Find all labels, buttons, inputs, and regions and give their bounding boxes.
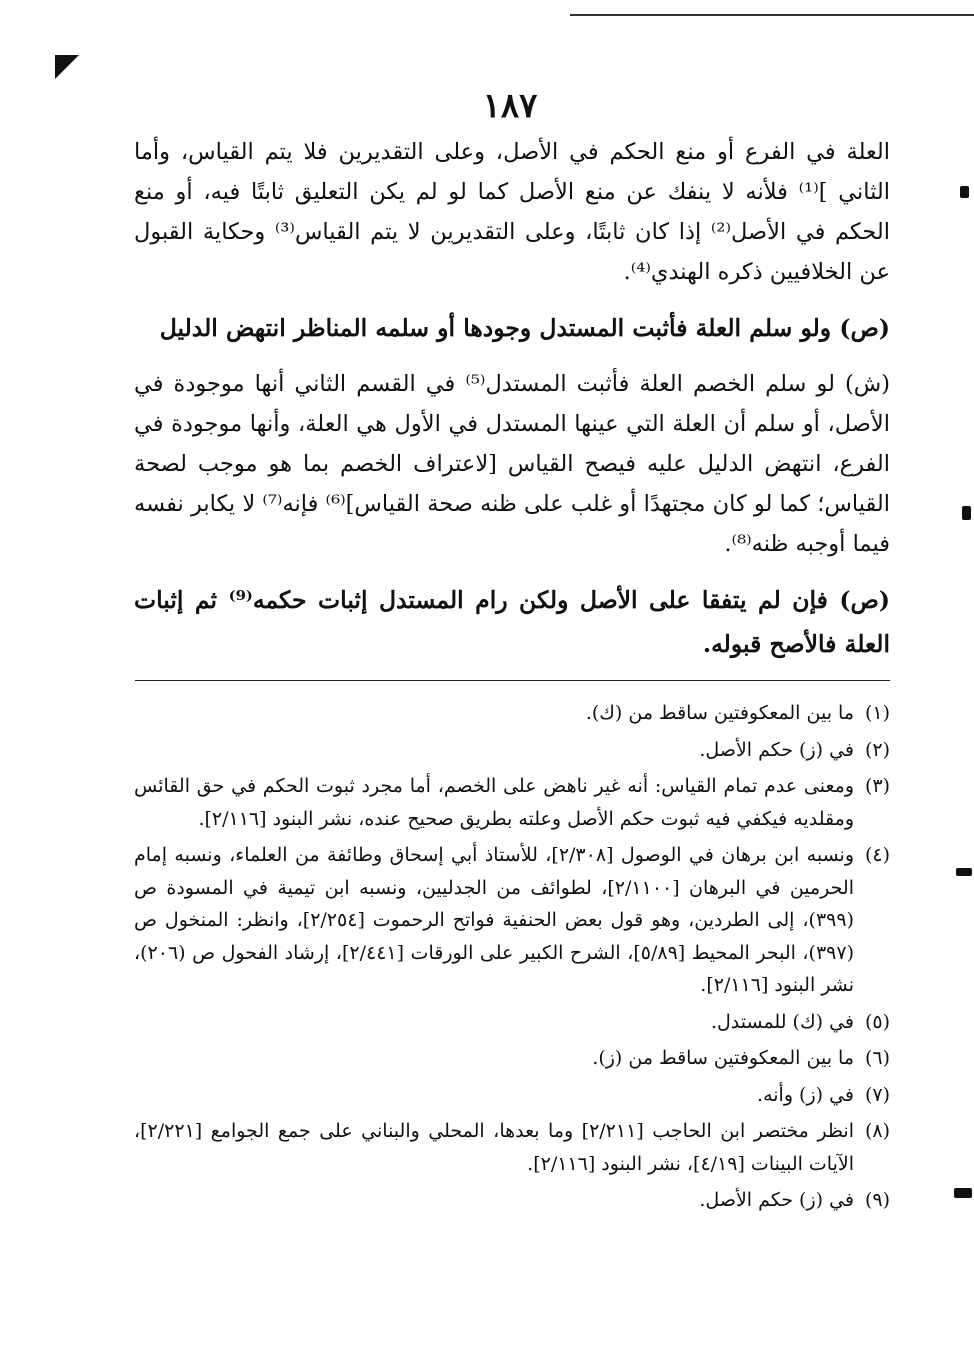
footnote — [134, 1184, 890, 1217]
commentary-paragraph: العلة في الفرع أو منع الحكم في الأصل، وعلى التقديرين فلا يتم القياس، وأما الثاني ]⁽¹⁾ فلأنه لا ينفك عن منع الأصل كما لو لم يكن التعليق ثابتًا فيه، أو منع الحكم في الأصل⁽²⁾ إذا كان ثابتًا، وعلى التقديرين لا يتم القياس⁽³⁾ وحكاية القبول عن الخلافيين ذكره الهندي⁽⁴⁾. — [134, 139, 890, 285]
footnote-text: ونسبه ابن برهان في الوصول [٢/٣٠٨]، للأستاذ أبي إسحاق وطائفة من العلماء، ونسبه إمام الحرمين في البرهان [٢/١١٠٠]، لطوائف من الجدليين، ونسبه ابن تيمية في المسودة ص (٣٩٩)، إلى الطردين، وهو قول بعض الحنفية فواتح الرحموت [٢/٢٥٤]، وانظر: المنخول ص (٣٩٧)، البحر المحيط [٥/٨٩]، الشرح الكبير على الورقات [٢/٤٤١]، إرشاد الفحول ص (٢٠٦)، نشر البنود [٢/١١٦]. — [134, 844, 855, 996]
top-rule — [570, 14, 974, 16]
footnote — [134, 839, 890, 1002]
matn-heading: (ص) فإن لم يتفقا على الأصل ولكن رام المستدل إثبات حكمه⁽⁹⁾ ثم إثبات العلة فالأصح قبوله. — [134, 586, 890, 658]
footnote — [134, 1006, 890, 1039]
footnote-text: في (ز) وأنه. — [757, 1083, 854, 1106]
footnote — [134, 697, 890, 730]
footnote-number: (٩) — [864, 1189, 890, 1211]
matn-heading: (ص) ولو سلم العلة فأثبت المستدل وجودها أو سلمه المناظر انتهض الدليل — [159, 314, 890, 342]
footnote-number: (٨) — [864, 1120, 890, 1142]
footnote-number: (٧) — [864, 1083, 890, 1106]
footnote-number: (٦) — [864, 1047, 890, 1069]
footnotes — [134, 697, 890, 1217]
margin-mark — [956, 868, 972, 876]
footnote — [134, 734, 890, 767]
margin-mark — [962, 506, 971, 520]
footnote-text: في (ز) حكم الأصل. — [699, 1189, 854, 1211]
footnote — [134, 770, 890, 835]
footnote-text: في (ك) للمستدل. — [710, 1010, 854, 1033]
margin-mark — [954, 1188, 972, 1198]
footnote-text: ما بين المعكوفتين ساقط من (ك). — [585, 702, 854, 724]
footnote-text: ومعنى عدم تمام القياس: أنه غير ناهض على الخصم، أما مجرد ثبوت الحكم في حق القائس ومقلديه فيكفي فيه ثبوت حكم الأصل وعلته بطريق صحيح عنده، نشر البنود [٢/١١٦]. — [134, 775, 854, 830]
commentary-paragraph: (ش) لو سلم الخصم العلة فأثبت المستدل⁽⁵⁾ في القسم الثاني أنها موجودة في الأصل، أو سلم أن العلة التي عينها المستدل في الأول هي العلة، وأنها موجودة في الفرع، انتهض الدليل عليه فيصح القياس [لاعتراف الخصم بما هو موجب لصحة القياس؛ كما لو كان مجتهدًا أو غلب على ظنه صحة القياس]⁽⁶⁾ فإنه⁽⁷⁾ لا يكابر نفسه فيما أوجبه ظنه⁽⁸⁾. — [134, 371, 890, 557]
page-number: ١٨٧ — [482, 86, 538, 126]
footnote-text: في (ز) حكم الأصل. — [699, 738, 854, 761]
margin-mark — [960, 186, 969, 198]
footnote — [134, 1042, 890, 1075]
footnote — [134, 1079, 890, 1112]
footnote-number: (٣) — [864, 775, 890, 797]
footnote-separator — [135, 680, 890, 681]
corner-triangle-mark — [55, 55, 79, 79]
footnote-number: (٢) — [864, 738, 890, 761]
footnote-text: ما بين المعكوفتين ساقط من (ز). — [592, 1047, 854, 1069]
footnote-text: انظر مختصر ابن الحاجب [٢/٢١١] وما بعدها، المحلي والبناني على جمع الجوامع [٢/٢٢١]، الآيات البينات [٤/١٩]، نشر البنود [٢/١١٦]. — [134, 1120, 854, 1175]
footnote — [134, 1115, 890, 1180]
main-text — [134, 132, 890, 1221]
footnote-number: (١) — [864, 702, 890, 724]
footnote-number: (٥) — [864, 1010, 890, 1033]
footnote-number: (٤) — [864, 844, 890, 866]
